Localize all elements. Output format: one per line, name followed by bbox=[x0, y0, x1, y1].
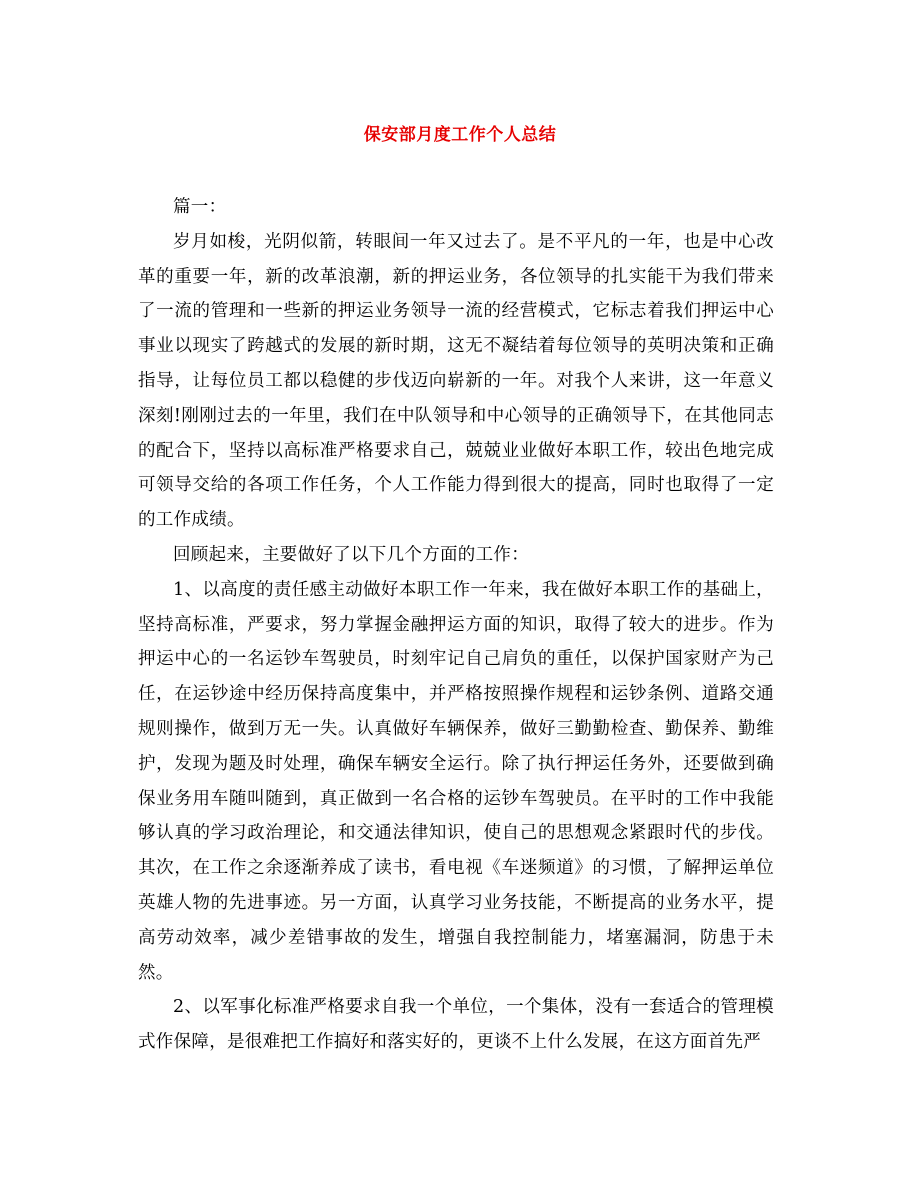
paragraph-intro: 岁月如梭，光阴似箭，转眼间一年又过去了。是不平凡的一年，也是中心改革的重要一年，新的改革浪潮，新的押运业务，各位领导的扎实能干为我们带来了一流的管理和一些新的押运业务领导一流的经营模式，它标志着我们押运中心事业以现实了跨越式的发展的新时期，这无不凝结着每位领导的英明决策和正确指导，让每位员工都以稳健的步伐迈向崭新的一年。对我个人来讲，这一年意义深刻!刚刚过去的一年里，我们在中队领导和中心领导的正确领导下，在其他同志的配合下，坚持以高标准严格要求自己，兢兢业业做好本职工作，较出色地完成可领导交给的各项工作任务，个人工作能力得到很大的提高，同时也取得了一定的工作成绩。 bbox=[138, 231, 774, 531]
paragraph-item-1: 1、以高度的责任感主动做好本职工作一年来，我在做好本职工作的基础上，坚持高标准，严要求，努力掌握金融押运方面的知识，取得了较大的进步。作为押运中心的一名运钞车驾驶员，时刻牢记自己肩负的重任，以保护国家财产为己任，在运钞途中经历保持高度集中，并严格按照操作规程和运钞条例、道路交通规则操作，做到万无一失。认真做好车辆保养，做好三勤勤检查、勤保养、勤维护，发现为题及时处理，确保车辆安全运行。除了执行押运任务外，还要做到确保业务用车随叫随到，真正做到一名合格的运钞车驾驶员。在平时的工作中我能够认真的学习政治理论，和交通法律知识，使自己的思想观念紧跟时代的步伐。其次，在工作之余逐渐养成了读书，看电视《车迷频道》的习惯，了解押运单位英雄人物的先进事迹。另一方面，认真学习业务技能，不断提高的业务水平，提高劳动效率，减少差错事故的发生，增强自我控制能力，堵塞漏洞，防患于未然。 bbox=[138, 579, 774, 983]
document-body bbox=[138, 190, 774, 1060]
paragraph-review: 回顾起来，主要做好了以下几个方面的工作： bbox=[173, 544, 529, 565]
section-heading: 篇一： bbox=[173, 197, 227, 217]
paragraph-item-2: 2、以军事化标准严格要求自我一个单位，一个集体，没有一套适合的管理模式作保障，是很难把工作搞好和落实好的，更谈不上什么发展，在这方面首先严 bbox=[138, 997, 774, 1053]
document-title: 保安部月度工作个人总结 bbox=[363, 125, 557, 145]
